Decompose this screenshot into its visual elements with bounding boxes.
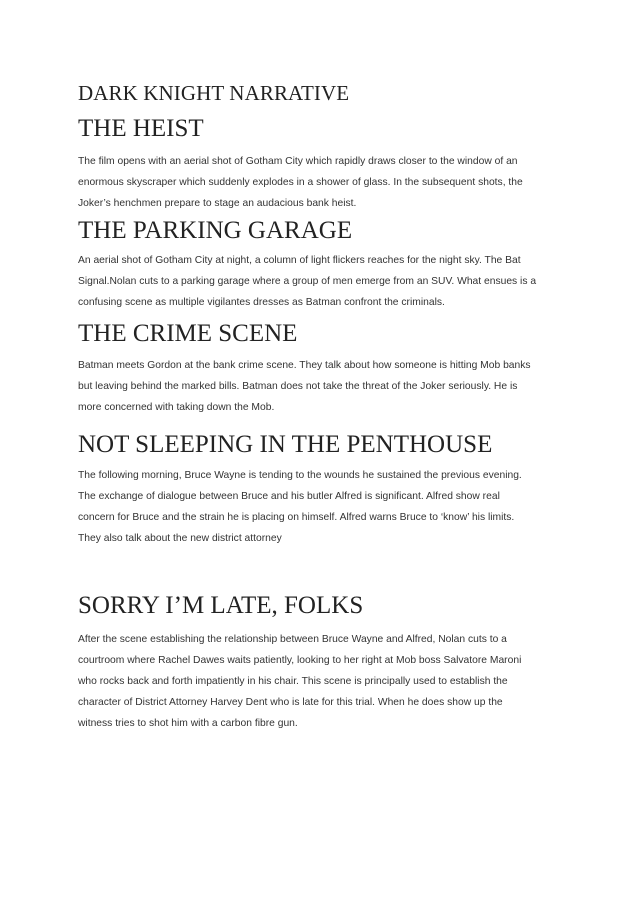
section-heading-the-crime-scene: THE CRIME SCENE bbox=[78, 320, 298, 347]
paragraph-line: who rocks back and forth impatiently in his chair. This scene is principally used to establish the bbox=[78, 676, 508, 687]
document-title: DARK KNIGHT NARRATIVE bbox=[78, 81, 350, 105]
paragraph-line: enormous skyscraper which suddenly explodes in a shower of glass. In the subsequent shots, the bbox=[78, 177, 523, 188]
section-heading-sorry-im-late-folks: SORRY I’M LATE, FOLKS bbox=[78, 592, 364, 619]
paragraph-line: An aerial shot of Gotham City at night, a column of light flickers reaches for the night sky. The Bat bbox=[78, 255, 521, 266]
section-heading-not-sleeping-in-the-penthouse: NOT SLEEPING IN THE PENTHOUSE bbox=[78, 431, 493, 458]
paragraph-line: concern for Bruce and the strain he is placing on himself. Alfred warns Bruce to ‘know’ his limits. bbox=[78, 512, 515, 523]
paragraph-line: courtroom where Rachel Dawes waits patiently, looking to her right at Mob boss Salvatore Maroni bbox=[78, 655, 522, 666]
paragraph-line: The film opens with an aerial shot of Gotham City which rapidly draws closer to the window of an bbox=[78, 156, 518, 167]
paragraph-line: After the scene establishing the relationship between Bruce Wayne and Alfred, Nolan cuts to a bbox=[78, 634, 507, 645]
section-paragraph-the-heist bbox=[78, 151, 568, 214]
paragraph-line: character of District Attorney Harvey Dent who is late for this trial. When he does show up the bbox=[78, 697, 503, 708]
document-body bbox=[78, 80, 568, 734]
section-heading-the-heist: THE HEIST bbox=[78, 115, 204, 142]
section-paragraph-sorry-im-late-folks bbox=[78, 629, 568, 734]
paragraph-line: Joker’s henchmen prepare to stage an audacious bank heist. bbox=[78, 198, 357, 209]
paragraph-line: Batman meets Gordon at the bank crime scene. They talk about how someone is hitting Mob banks bbox=[78, 360, 531, 371]
section-paragraph-not-sleeping-in-the-penthouse bbox=[78, 465, 568, 549]
paragraph-line: witness tries to shot him with a carbon fibre gun. bbox=[78, 718, 298, 729]
paragraph-line: They also talk about the new district attorney bbox=[78, 533, 282, 544]
paragraph-line: more concerned with taking down the Mob. bbox=[78, 402, 275, 413]
paragraph-line: Signal.Nolan cuts to a parking garage where a group of men emerge from an SUV. What ensues is a bbox=[78, 276, 537, 287]
paragraph-line: The following morning, Bruce Wayne is tending to the wounds he sustained the previous evening. bbox=[78, 470, 522, 481]
paragraph-line: The exchange of dialogue between Bruce and his butler Alfred is significant. Alfred show real bbox=[78, 491, 500, 502]
section-heading-the-parking-garage: THE PARKING GARAGE bbox=[78, 217, 353, 244]
paragraph-line: but leaving behind the marked bills. Batman does not take the threat of the Joker seriously. He is bbox=[78, 381, 518, 392]
paragraph-line: confusing scene as multiple vigilantes dresses as Batman confront the criminals. bbox=[78, 297, 445, 308]
section-paragraph-the-parking-garage bbox=[78, 250, 568, 313]
section-paragraph-the-crime-scene bbox=[78, 355, 568, 418]
